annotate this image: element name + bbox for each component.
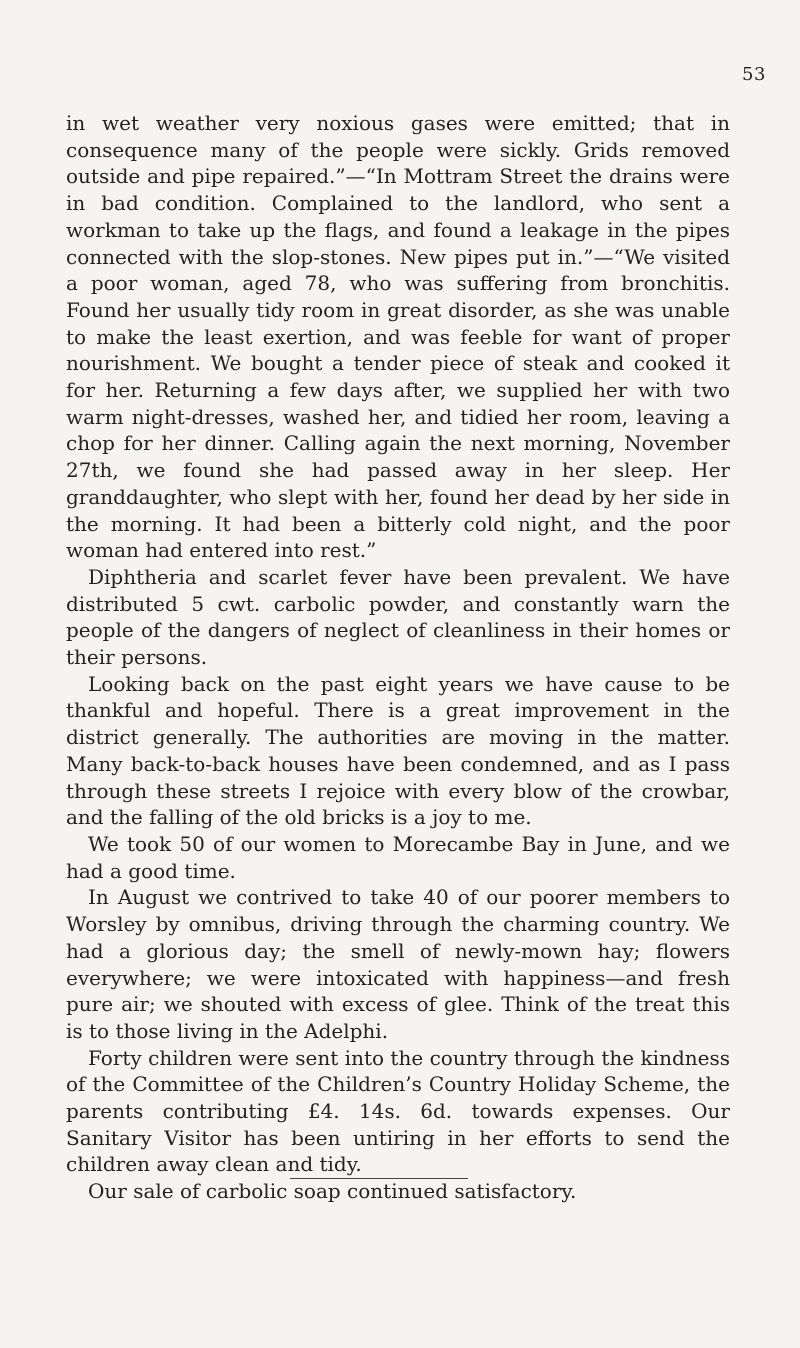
paragraph: Looking back on the past eight years we have cause to be thankful and hopeful. There is a great improvement in the district generally. The authorities are moving in the matter. Many back-to-back houses have been condemned, and as I pass through these streets I rejoice with every blow of the crowbar, and the falling of the old bricks is a joy to me.	[66, 671, 730, 830]
paragraph: In August we contrived to take 40 of our poorer members to Worsley by omnibus, driving through the charming country. We had a glorious day; the smell of newly-mown hay; flowers everywhere; we were intoxicated with happiness—and fresh pure air; we shouted with excess of glee. Think of the treat this is to those living in the Adelphi.	[66, 885, 730, 1043]
section-divider	[290, 1178, 468, 1179]
body-text	[66, 110, 730, 1205]
paragraph: Diphtheria and scarlet fever have been prevalent. We have distributed 5 cwt. carbolic powder, and constantly warn the people of the dangers of neglect of cleanliness in their homes or their persons.	[66, 564, 730, 670]
paragraph: Our sale of carbolic soap continued satisfactory.	[88, 1179, 577, 1204]
paragraph: Forty children were sent into the country through the kindness of the Committee of the Children’s Country Holiday Scheme, the parents contributing £4. 14s. 6d. towards expenses. Our Sanitary Visitor has been untiring in her efforts to send the children away clean and tidy.	[66, 1045, 730, 1177]
paragraph: We took 50 of our women to Morecambe Bay in June, and we had a good time.	[66, 831, 730, 883]
paragraph: in wet weather very noxious gases were emitted; that in consequence many of the people were sickly. Grids removed outside and pipe repaired.”—“In Mottram Street the drains were in bad condition. Complained to the landlord, who sent a workman to take up the flags, and found a leakage in the pipes connected with the slop-stones. New pipes put in.”—“We visited a poor woman, aged 78, who was suffering from bronchitis. Found her usually tidy room in great disorder, as she was unable to make the least exertion, and was feeble for want of proper nourishment. We bought a tender piece of steak and cooked it for her. Returning a few days after, we supplied her with two warm night-dresses, washed her, and tidied her room, leaving a chop for her dinner. Calling again the next morning, November 27th, we found she had passed away in her sleep. Her granddaughter, who slept with her, found her dead by her side in the morning. It had been a bitterly cold night, and the poor woman had entered into rest.”	[66, 111, 730, 563]
page-number: 53	[742, 64, 766, 85]
